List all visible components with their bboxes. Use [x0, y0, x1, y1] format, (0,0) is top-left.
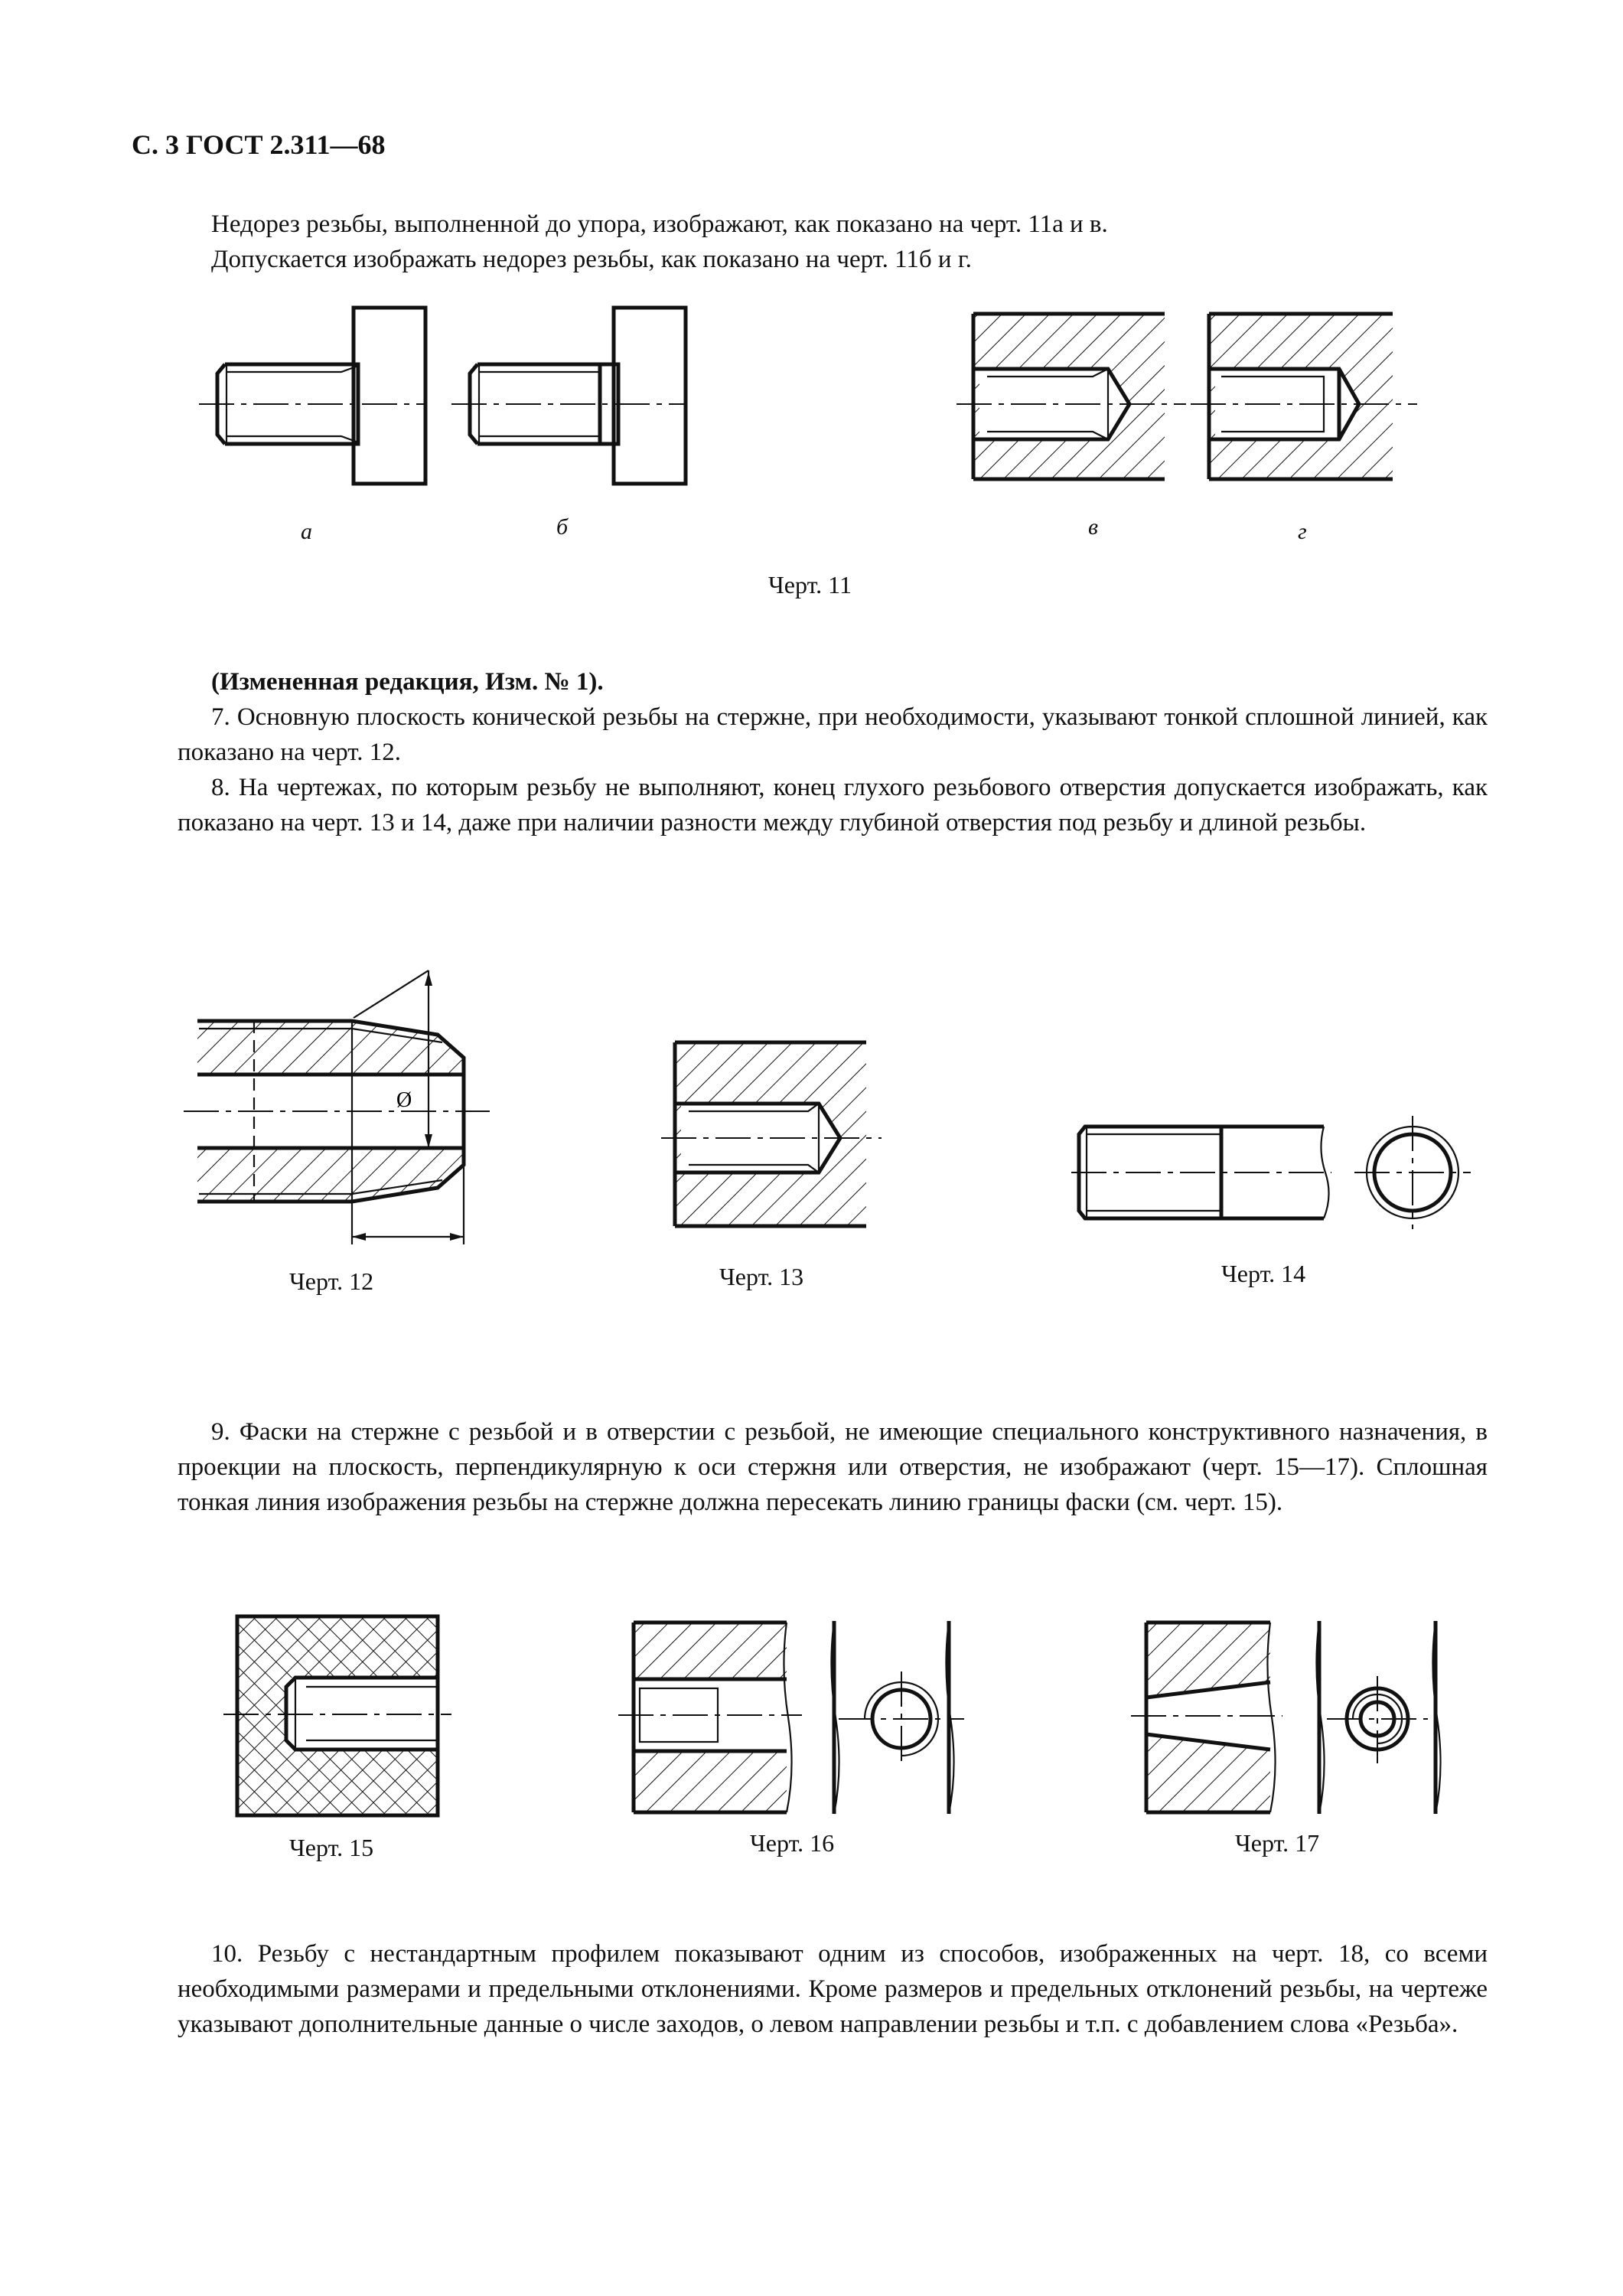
- page-header: С. 3 ГОСТ 2.311—68: [132, 129, 386, 160]
- fig13-drawing: [658, 1033, 888, 1240]
- fig14-caption: Черт. 14: [1221, 1260, 1306, 1287]
- diameter-symbol: Ø: [396, 1088, 412, 1112]
- fig17-drawing: [1125, 1607, 1462, 1829]
- fig11v-hole: [957, 314, 1186, 479]
- fig11-label-a: а: [301, 519, 312, 544]
- fig16-caption: Черт. 16: [750, 1829, 835, 1857]
- fig15-drawing: [222, 1607, 459, 1829]
- item-7: 7. Основную плоскость конической резьбы на стержне, при необходимости, указывают тонкой сплошной линией, как показано на черт. 12.: [178, 703, 1488, 766]
- revision-note: (Измененная редакция, Изм. № 1).: [211, 668, 604, 696]
- item-9: 9. Фаски на стержне с резьбой и в отверстии с резьбой, не имеющие специального конструктивного назначения, в проекции на плоскость, перпендикулярную к оси стержня или отверстия, не изображают (черт. 15—17). Сплошная тонкая линия изображения резьбы на стержне должна пересекать линию границы фаски (см. черт. 15).: [178, 1418, 1488, 1516]
- fig11a-bolt: [199, 308, 427, 484]
- fig13-caption: Черт. 13: [719, 1263, 804, 1290]
- fig11-label-v: в: [1088, 514, 1099, 540]
- fig17-caption: Черт. 17: [1235, 1829, 1320, 1857]
- intro-line-1: Недорез резьбы, выполненной до упора, изображают, как показано на черт. 11а и в.: [211, 210, 1108, 238]
- fig15-caption: Черт. 15: [289, 1834, 374, 1861]
- fig14-drawing: [1071, 1102, 1484, 1240]
- item-10: 10. Резьбу с нестандартным профилем показывают одним из способов, изображенных на черт. 18, со всеми необходимыми размерами и предельными отклонениями. Кроме размеров и предельных отклонений резьбы, на чертеже указывают дополнительные данные о числе заходов, о левом направлении резьбы и т.п. с добавлением слова «Резьба».: [178, 1940, 1488, 2038]
- item-8: 8. На чертежах, по которым резьбу не выполняют, конец глухого резьбового отверстия допускается изображать, как показано на черт. 13 и 14, даже при наличии разности между глубиной отверстия под резьбу и длиной резьбы.: [178, 774, 1488, 837]
- fig11b-bolt: [451, 308, 686, 484]
- fig11-caption: Черт. 11: [768, 571, 852, 598]
- fig11-drawing: [184, 298, 1469, 543]
- fig12-drawing: [184, 957, 505, 1247]
- fig12-caption: Черт. 12: [289, 1267, 374, 1295]
- fig11g-hole: [1191, 314, 1417, 479]
- intro-line-2: Допускается изображать недорез резьбы, как показано на черт. 11б и г.: [211, 246, 972, 273]
- fig11-label-g: г: [1298, 519, 1307, 544]
- fig11-label-b: б: [556, 514, 569, 540]
- fig16-drawing: [612, 1607, 979, 1829]
